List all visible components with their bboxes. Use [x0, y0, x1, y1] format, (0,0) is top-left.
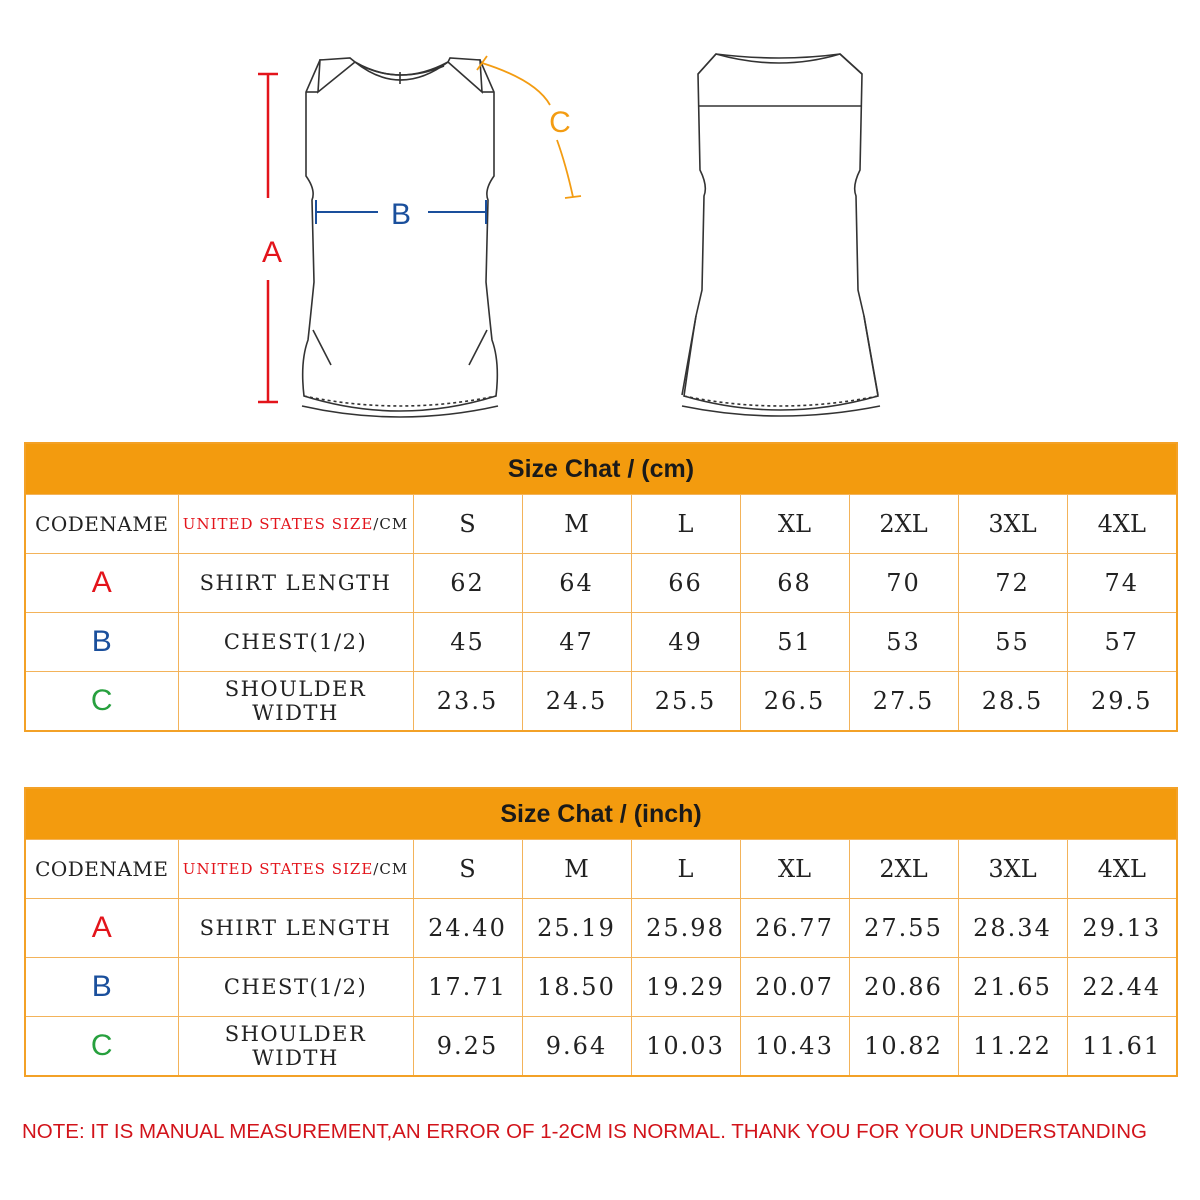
value-cell: 26.77	[740, 899, 849, 958]
code-c: C	[25, 672, 178, 732]
value-cell: 10.82	[849, 1017, 958, 1077]
back-view-shirt	[682, 54, 880, 416]
us-size-header-red: UNITED STATES SIZE	[182, 515, 374, 533]
size-header-3xl: 3XL	[958, 840, 1067, 899]
size-header-m: M	[522, 840, 631, 899]
value-cell: 29.5	[1067, 672, 1177, 732]
value-cell: 45	[413, 613, 522, 672]
value-cell: 28.34	[958, 899, 1067, 958]
table-header-row	[25, 840, 1177, 899]
param-label: SHOULDER WIDTH	[178, 672, 413, 732]
value-cell: 20.07	[740, 958, 849, 1017]
code-b: B	[25, 613, 178, 672]
size-header-s: S	[413, 495, 522, 554]
value-cell: 23.5	[413, 672, 522, 732]
value-cell: 24.5	[522, 672, 631, 732]
value-cell: 10.43	[740, 1017, 849, 1077]
size-header-l: L	[631, 495, 740, 554]
value-cell: 25.98	[631, 899, 740, 958]
param-label: SHIRT LENGTH	[178, 554, 413, 613]
code-a: A	[25, 899, 178, 958]
table-row	[25, 958, 1177, 1017]
value-cell: 47	[522, 613, 631, 672]
size-header-xl: XL	[740, 840, 849, 899]
value-cell: 55	[958, 613, 1067, 672]
us-size-header-unit: /CM	[373, 515, 409, 533]
value-cell: 29.13	[1067, 899, 1177, 958]
param-label: CHEST(1/2)	[178, 958, 413, 1017]
param-label: SHOULDER WIDTH	[178, 1017, 413, 1077]
measure-b-label: B	[390, 198, 412, 231]
size-header-s: S	[413, 840, 522, 899]
value-cell: 64	[522, 554, 631, 613]
value-cell: 70	[849, 554, 958, 613]
value-cell: 20.86	[849, 958, 958, 1017]
code-a: A	[25, 554, 178, 613]
measurement-note: NOTE: IT IS MANUAL MEASUREMENT,AN ERROR OF 1-2CM IS NORMAL. THANK YOU FOR YOUR UNDERSTANDING	[22, 1120, 1147, 1143]
us-size-header-red: UNITED STATES SIZE	[182, 860, 374, 878]
size-table-cm	[24, 442, 1178, 732]
value-cell: 74	[1067, 554, 1177, 613]
value-cell: 18.50	[522, 958, 631, 1017]
size-header-4xl: 4XL	[1067, 495, 1177, 554]
size-header-m: M	[522, 495, 631, 554]
value-cell: 21.65	[958, 958, 1067, 1017]
value-cell: 11.61	[1067, 1017, 1177, 1077]
value-cell: 19.29	[631, 958, 740, 1017]
us-size-header-unit: /CM	[373, 860, 409, 878]
value-cell: 9.25	[413, 1017, 522, 1077]
table-header-row	[25, 495, 1177, 554]
front-view-shirt	[302, 58, 498, 417]
value-cell: 10.03	[631, 1017, 740, 1077]
table-row	[25, 672, 1177, 732]
value-cell: 62	[413, 554, 522, 613]
value-cell: 11.22	[958, 1017, 1067, 1077]
table-row	[25, 899, 1177, 958]
value-cell: 49	[631, 613, 740, 672]
codename-header: CODENAME	[25, 840, 178, 899]
us-size-header	[178, 840, 413, 899]
size-header-4xl: 4XL	[1067, 840, 1177, 899]
size-table-inch	[24, 787, 1178, 1077]
table-row	[25, 1017, 1177, 1077]
value-cell: 25.19	[522, 899, 631, 958]
table-row	[25, 554, 1177, 613]
size-header-2xl: 2XL	[849, 495, 958, 554]
value-cell: 72	[958, 554, 1067, 613]
table-row	[25, 613, 1177, 672]
measure-c-label: C	[549, 106, 571, 139]
size-header-xl: XL	[740, 495, 849, 554]
codename-header: CODENAME	[25, 495, 178, 554]
code-b: B	[25, 958, 178, 1017]
us-size-header	[178, 495, 413, 554]
garment-illustration	[0, 0, 1200, 440]
value-cell: 66	[631, 554, 740, 613]
code-c: C	[25, 1017, 178, 1077]
value-cell: 27.5	[849, 672, 958, 732]
table-title: Size Chat / (inch)	[25, 788, 1177, 840]
value-cell: 51	[740, 613, 849, 672]
size-header-l: L	[631, 840, 740, 899]
value-cell: 9.64	[522, 1017, 631, 1077]
param-label: SHIRT LENGTH	[178, 899, 413, 958]
size-header-3xl: 3XL	[958, 495, 1067, 554]
param-label: CHEST(1/2)	[178, 613, 413, 672]
value-cell: 25.5	[631, 672, 740, 732]
value-cell: 53	[849, 613, 958, 672]
value-cell: 68	[740, 554, 849, 613]
size-header-2xl: 2XL	[849, 840, 958, 899]
value-cell: 27.55	[849, 899, 958, 958]
measure-a-label: A	[261, 236, 283, 269]
value-cell: 26.5	[740, 672, 849, 732]
table-title: Size Chat / (cm)	[25, 443, 1177, 495]
value-cell: 17.71	[413, 958, 522, 1017]
value-cell: 22.44	[1067, 958, 1177, 1017]
value-cell: 57	[1067, 613, 1177, 672]
value-cell: 28.5	[958, 672, 1067, 732]
value-cell: 24.40	[413, 899, 522, 958]
